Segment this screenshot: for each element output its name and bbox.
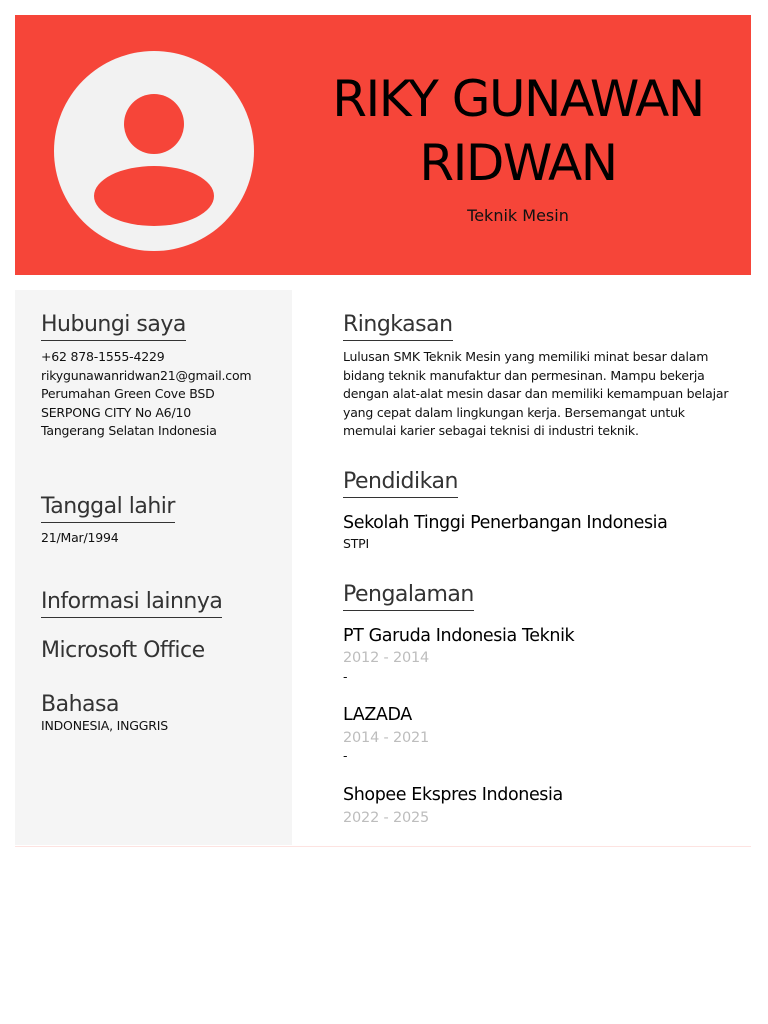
summary-line-4: yang cepat dalam lingkungan kerja. Bersemangat untuk [343, 404, 685, 420]
contact-address-line-2: SERPONG CITY No A6/10 [41, 404, 191, 420]
summary-title: Ringkasan [343, 311, 453, 341]
birth-title: Tanggal lahir [41, 493, 175, 523]
experience-company-1: PT Garuda Indonesia Teknik [343, 626, 575, 646]
sidebar [15, 290, 292, 845]
full-name [285, 67, 751, 195]
summary-line-5: memulai karier sebagai teknisi di industri teknik. [343, 423, 639, 438]
header-banner [15, 15, 751, 275]
job-title: Teknik Mesin [467, 206, 569, 225]
experience-years-3: 2022 - 2025 [343, 810, 430, 826]
experience-company-2: LAZADA [343, 705, 412, 725]
contact-email: rikygunawanridwan21@gmail.com [41, 367, 252, 383]
experience-years-2: 2014 - 2021 [343, 730, 430, 746]
name-line-2: RIDWAN [419, 134, 617, 192]
education-abbr: STPI [343, 536, 369, 551]
experience-desc-2: - [343, 748, 348, 763]
summary-line-2: bidang teknik manufaktur dan permesinan. Mampu bekerja [343, 367, 705, 383]
experience-years-1: 2012 - 2014 [343, 650, 430, 666]
skill-microsoft-office: Microsoft Office [41, 638, 205, 663]
education-school: Sekolah Tinggi Penerbangan Indonesia [343, 513, 668, 533]
language-value: INDONESIA, INGGRIS [41, 718, 168, 733]
name-line-1: RIKY GUNAWAN [332, 70, 704, 128]
education-title: Pendidikan [343, 468, 458, 498]
bottom-divider [15, 846, 751, 847]
experience-desc-1: - [343, 669, 348, 684]
birth-date: 21/Mar/1994 [41, 530, 119, 545]
user-avatar-icon [54, 51, 254, 251]
contact-title: Hubungi saya [41, 311, 186, 341]
summary-line-1: Lulusan SMK Teknik Mesin yang memiliki minat besar dalam [343, 349, 709, 364]
contact-address-line-1: Perumahan Green Cove BSD [41, 386, 215, 401]
language-title: Bahasa [41, 692, 119, 717]
contact-address-line-3: Tangerang Selatan Indonesia [41, 423, 217, 438]
contact-phone: +62 878-1555-4229 [41, 349, 165, 364]
summary-line-3: dengan alat-alat mesin dasar dan memiliki kemampuan belajar [343, 386, 729, 401]
other-info-title: Informasi lainnya [41, 588, 222, 618]
experience-company-3: Shopee Ekspres Indonesia [343, 785, 563, 805]
experience-title: Pengalaman [343, 581, 474, 611]
